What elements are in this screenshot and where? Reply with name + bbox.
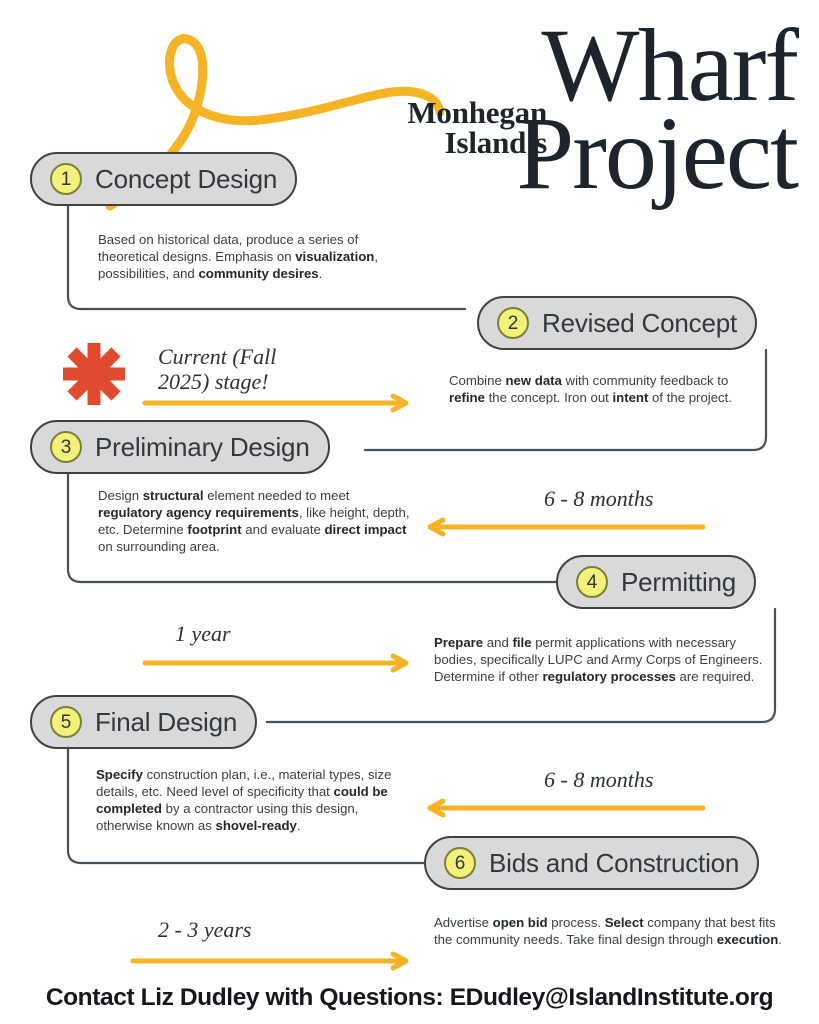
- step-pill-6[interactable]: [424, 836, 759, 890]
- step-label-2: Revised Concept: [542, 307, 737, 338]
- duration-label-2: 1 year: [175, 621, 231, 646]
- step-number-badge-6: 6: [444, 847, 476, 879]
- step-number-badge-2: 2: [497, 307, 529, 339]
- step-number-badge-1: 1: [50, 163, 82, 195]
- duration-label-4: 2 - 3 years: [158, 917, 252, 942]
- step-label-4: Permitting: [621, 566, 737, 597]
- contact-line: Contact Liz Dudley with Questions: EDudley@IslandInstitute.org: [45, 984, 774, 1011]
- asterisk-icon: [63, 343, 125, 405]
- step-number-badge-5: 5: [50, 706, 82, 738]
- step-label-3: Preliminary Design: [95, 431, 310, 462]
- step-pill-2[interactable]: [477, 296, 757, 350]
- title-word-wharf: Wharf: [541, 8, 797, 123]
- step-description-6: Advertise open bid process. Select company that best fits the community needs. Take final design through execution.: [434, 915, 782, 948]
- step-description-3: Design structural element needed to meet regulatory agency requirements, like height, depth, etc. Determine footprint and evaluate direct impact on surrounding area.: [98, 488, 410, 555]
- step-label-1: Concept Design: [95, 163, 278, 194]
- step-number-badge-3: 3: [50, 431, 82, 463]
- step-description-1: Based on historical data, produce a series of theoretical designs. Emphasis on visualization, possibilities, and community desires.: [98, 232, 379, 282]
- duration-label-1: 6 - 8 months: [544, 486, 654, 511]
- step-description-5: Specify construction plan, i.e., material types, size details, etc. Need level of specificity that could be completed by a contractor using this design, otherwise known as shovel-ready.: [96, 767, 392, 834]
- step-number-badge-4: 4: [576, 566, 608, 598]
- title-kicker: Monhegan Island’s: [407, 95, 547, 161]
- step-pill-3[interactable]: [30, 420, 330, 474]
- title-word-project: Project: [516, 96, 797, 211]
- current-stage-label: Current (Fall 2025) stage!: [158, 344, 277, 394]
- step-label-6: Bids and Construction: [489, 847, 740, 878]
- step-pill-4[interactable]: [556, 555, 756, 609]
- step-label-5: Final Design: [95, 706, 238, 737]
- step-pill-5[interactable]: [30, 695, 257, 749]
- page-title: [329, 8, 799, 211]
- step-description-2: Combine new data with community feedback to refine the concept. Iron out intent of the project.: [449, 373, 732, 406]
- step-description-4: Prepare and file permit applications with necessary bodies, specifically LUPC and Army Corps of Engineers. Determine if other regulatory processes are required.: [434, 635, 763, 685]
- step-pill-1[interactable]: [30, 152, 297, 206]
- duration-label-3: 6 - 8 months: [544, 767, 654, 792]
